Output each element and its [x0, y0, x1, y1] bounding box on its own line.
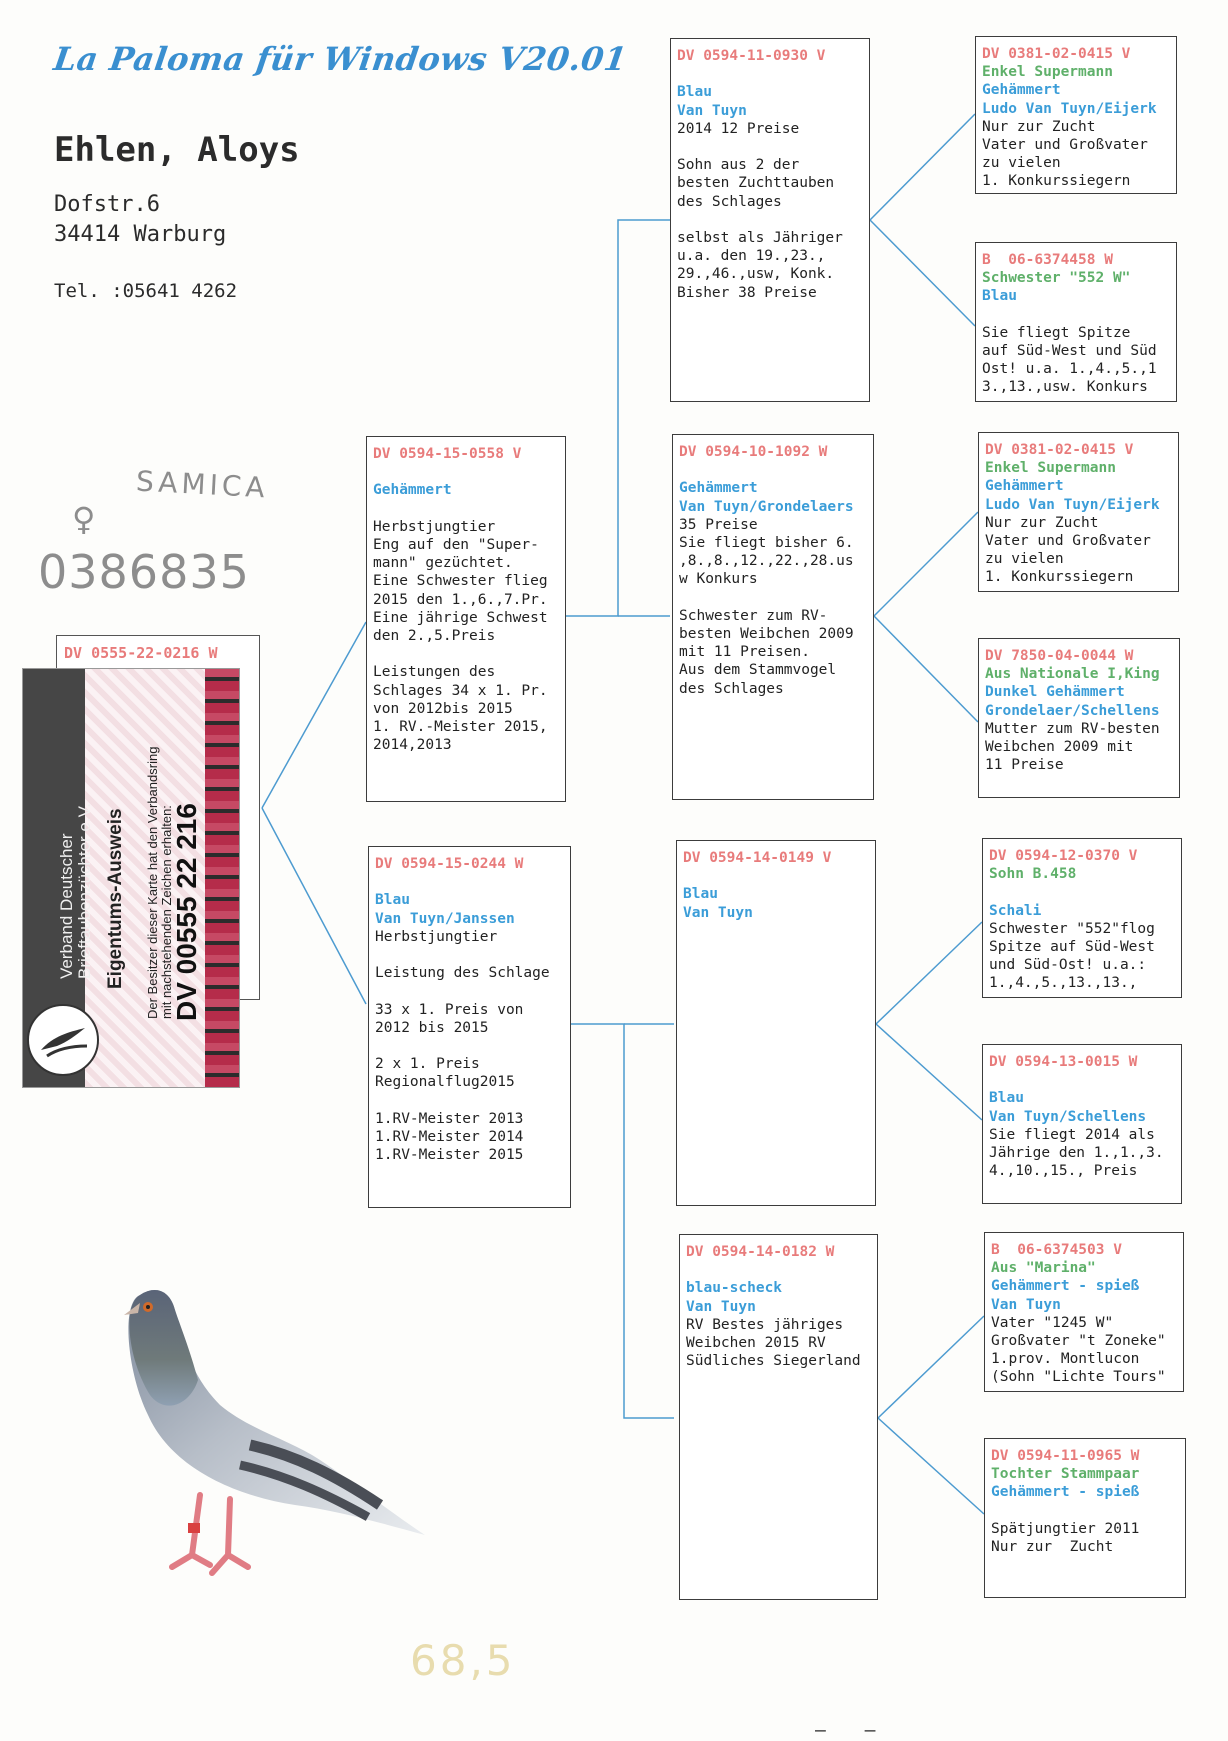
pedigree-line: Vater und Großvater: [985, 533, 1151, 550]
maternal-grandmother-box: [679, 1234, 878, 1600]
great-grandparent-box-1: [975, 36, 1177, 194]
connector-line: [874, 616, 978, 722]
pedigree-line: 1.RV-Meister 2014: [375, 1128, 524, 1145]
line-spacer: [373, 645, 559, 663]
pedigree-line: zu vielen: [982, 155, 1061, 172]
pedigree-line: Jährige den 1.,1.,3.: [989, 1145, 1164, 1161]
pedigree-line: besten Zuchttauben: [677, 175, 835, 192]
pedigree-line: Eine Schwester flieg: [373, 573, 548, 590]
pedigree-line: Blau: [982, 288, 1017, 305]
pedigree-line: Sie fliegt Spitze: [982, 324, 1131, 341]
pedigree-line: Grondelaer/Schellens: [985, 702, 1160, 719]
maternal-grandfather-box: [676, 840, 876, 1206]
line-spacer: [982, 306, 1170, 324]
pedigree-line: Schwester zum RV-: [679, 607, 828, 624]
great-grandparent-box-6: [982, 1044, 1182, 1204]
line-spacer: [679, 461, 867, 479]
pedigree-line: des Schlages: [677, 193, 782, 210]
ring-number: DV 0594-14-0182 W: [686, 1244, 835, 1260]
pedigree-line: des Schlages: [679, 680, 784, 697]
pedigree-line: Herbstjungtier: [375, 928, 498, 945]
card-note-line2: mit nachstehenden Zeichen erhalten:: [159, 805, 174, 1019]
pedigree-line: Regionalflug2015: [375, 1074, 515, 1091]
connector-line: [870, 114, 975, 220]
pedigree-line: 1.RV-Meister 2013: [375, 1110, 524, 1127]
connector-line: [876, 1024, 982, 1120]
pedigree-line: Spitze auf Süd-West: [989, 939, 1155, 955]
pedigree-line: Leistungen des: [373, 664, 496, 681]
ring-number: DV 0381-02-0415 V: [982, 46, 1131, 62]
line-spacer: [375, 1037, 564, 1055]
ring-number: DV 0594-11-0930 V: [677, 48, 826, 64]
pedigree-line: Nur zur Zucht: [982, 118, 1096, 135]
card-note-line1: Der Besitzer dieser Karte hat den Verbandsring: [145, 746, 160, 1019]
handwritten-female-mark: ♀: [72, 500, 96, 538]
pedigree-line: von 2012bis 2015: [373, 700, 513, 717]
line-spacer: [989, 883, 1175, 901]
line-spacer: [677, 138, 863, 156]
card-ring-number: DV 00555 22 216: [171, 803, 202, 1021]
connector-line: [874, 512, 978, 616]
connector-line: [262, 622, 366, 808]
connector-line: [262, 808, 366, 1004]
pedigree-line: Gehämmert: [679, 480, 758, 497]
pedigree-line: 1.,4.,5.,13.,13.,: [989, 975, 1138, 992]
connector-line: [878, 1418, 984, 1514]
pedigree-line: 2015 den 1.,6.,7.Pr.: [373, 591, 548, 608]
pedigree-line: Leistung des Schlage: [375, 965, 550, 982]
pedigree-line: 2014 12 Preise: [677, 120, 800, 137]
ownership-id-card: [22, 668, 240, 1088]
pedigree-line: Blau: [375, 892, 410, 909]
ring-number: DV 0594-15-0558 V: [373, 446, 522, 462]
pedigree-line: den 2.,5.Preis: [373, 628, 496, 644]
connector-line: [878, 1316, 984, 1418]
pedigree-line: Nur zur Zucht: [985, 514, 1099, 531]
pedigree-line: und Süd-Ost! u.a.:: [989, 957, 1147, 974]
pedigree-line: Vater und Großvater: [982, 137, 1148, 154]
pedigree-line: Sie fliegt bisher 6.: [679, 535, 854, 551]
pedigree-line: Bisher 38 Preise: [677, 284, 817, 301]
great-grandparent-box-5: [982, 838, 1182, 998]
pedigree-line: 4.,10.,15., Preis: [989, 1163, 1138, 1180]
great-grandparent-box-3: [978, 432, 1179, 592]
pedigree-line: Spätjungtier 2011: [991, 1520, 1140, 1537]
ring-number: DV 7850-04-0044 W: [985, 648, 1134, 664]
line-spacer: [375, 1092, 564, 1110]
line-spacer: [375, 982, 564, 1000]
line-spacer: [679, 589, 867, 607]
line-spacer: [989, 1071, 1175, 1089]
ring-number: B 06-6374458 W: [982, 252, 1113, 268]
pedigree-line: 35 Preise: [679, 516, 758, 533]
handwritten-bottom-note: 68,5: [410, 1636, 516, 1685]
paternal-grandfather-box: [670, 38, 870, 402]
ring-number: B 06-6374503 V: [991, 1242, 1122, 1258]
pedigree-line: zu vielen: [985, 551, 1064, 568]
pedigree-line: u.a. den 19.,23.,: [677, 248, 826, 265]
pedigree-line: Aus Nationale I,King: [985, 666, 1160, 683]
pedigree-line: Van Tuyn/Schellens: [989, 1108, 1147, 1125]
pedigree-line: Schali: [989, 902, 1042, 919]
pedigree-line: Gehämmert: [982, 82, 1061, 99]
app-title: La Paloma für Windows V20.01: [51, 40, 630, 78]
pedigree-line: 33 x 1. Preis von: [375, 1001, 524, 1018]
pedigree-line: Sohn B.458: [989, 866, 1077, 883]
pedigree-line: Weibchen 2015 RV: [686, 1335, 826, 1351]
pedigree-line: Sie fliegt 2014 als: [989, 1126, 1155, 1143]
pedigree-line: blau-scheck: [686, 1280, 783, 1297]
ring-number: DV 0594-10-1092 W: [679, 444, 828, 460]
pedigree-line: (Sohn "Lichte Tours": [991, 1369, 1166, 1386]
line-spacer: [373, 463, 559, 481]
pedigree-line: Tochter Stammpaar: [991, 1466, 1140, 1483]
pedigree-line: Ludo Van Tuyn/Eijerk: [985, 496, 1160, 513]
pedigree-line: Enkel Supermann: [985, 460, 1116, 477]
handwritten-name: SAMICA: [135, 464, 270, 505]
line-spacer: [991, 1502, 1179, 1520]
pedigree-line: w Konkurs: [679, 571, 758, 588]
pedigree-line: Schlages 34 x 1. Pr.: [373, 682, 548, 699]
pedigree-line: 1. Konkurssiegern: [985, 569, 1134, 586]
pedigree-line: 29.,46.,usw, Konk.: [677, 266, 835, 283]
great-grandparent-box-2: [975, 242, 1177, 402]
pedigree-line: Schwester "552"flog: [989, 920, 1155, 937]
great-grandparent-box-4: [978, 638, 1180, 798]
pedigree-line: 1. Konkurssiegern: [982, 173, 1131, 190]
pedigree-line: Dunkel Gehämmert: [985, 684, 1125, 701]
line-spacer: [683, 867, 869, 885]
pigeon-logo-icon: [27, 1004, 99, 1076]
ring-number: DV 0594-15-0244 W: [375, 856, 524, 872]
line-spacer: [375, 873, 564, 891]
pedigree-line: Schwester "552 W": [982, 270, 1131, 287]
pedigree-line: Van Tuyn/Grondelaers: [679, 498, 854, 515]
pedigree-line: 3.,13.,usw. Konkurs: [982, 379, 1148, 396]
pedigree-line: Eng auf den "Super-: [373, 536, 539, 553]
connector-line: [566, 220, 670, 616]
pedigree-line: Weibchen 2009 mit: [985, 739, 1134, 756]
pedigree-line: Aus dem Stammvogel: [679, 662, 837, 679]
pedigree-line: Blau: [683, 886, 718, 903]
pedigree-line: selbst als Jähriger: [677, 229, 843, 246]
pedigree-line: Van Tuyn: [677, 102, 747, 119]
connector-line: [571, 1024, 674, 1418]
pedigree-line: Eine jährige Schwest: [373, 609, 548, 626]
pedigree-line: Gehämmert - spieß: [991, 1278, 1140, 1295]
pedigree-line: Enkel Supermann: [982, 64, 1113, 81]
line-spacer: [686, 1261, 871, 1279]
pedigree-line: 1.RV-Meister 2015: [375, 1147, 524, 1164]
pedigree-line: Blau: [677, 84, 712, 101]
pedigree-line: mit 11 Preisen.: [679, 644, 810, 661]
pedigree-line: Vater "1245 W": [991, 1314, 1114, 1331]
pedigree-line: 2014,2013: [373, 737, 452, 754]
ring-number: DV 0381-02-0415 V: [985, 442, 1134, 458]
pedigree-line: 2 x 1. Preis: [375, 1056, 480, 1073]
pedigree-line: Gehämmert: [985, 478, 1064, 495]
line-spacer: [375, 946, 564, 964]
handwritten-number: 0386835: [38, 545, 250, 599]
pedigree-line: besten Weibchen 2009: [679, 626, 854, 642]
line-spacer: [677, 65, 863, 83]
footer-marks: – –: [815, 1720, 890, 1741]
pedigree-line: Van Tuyn/Janssen: [375, 910, 515, 927]
pedigree-line: Südliches Siegerland: [686, 1353, 861, 1370]
ring-number: DV 0594-11-0965 W: [991, 1448, 1140, 1464]
pedigree-line: Van Tuyn: [686, 1298, 756, 1315]
pedigree-line: Großvater "t Zoneke": [991, 1333, 1166, 1350]
great-grandparent-box-7: [984, 1232, 1184, 1392]
ring-number: DV 0594-13-0015 W: [989, 1054, 1138, 1070]
card-org-line1: Verband Deutscher: [57, 833, 76, 979]
pedigree-line: 11 Preise: [985, 757, 1064, 774]
pedigree-line: auf Süd-West und Süd: [982, 343, 1157, 359]
line-spacer: [373, 500, 559, 518]
card-title: Eigentums-Ausweis: [105, 808, 126, 989]
pedigree-line: Nur zur Zucht: [991, 1539, 1114, 1555]
great-grandparent-box-8: [984, 1438, 1186, 1598]
pedigree-line: Van Tuyn: [991, 1296, 1061, 1313]
ring-number: DV 0594-14-0149 V: [683, 850, 832, 866]
owner-street: Dofstr.6: [54, 192, 160, 217]
pedigree-line: Aus "Marina": [991, 1260, 1096, 1277]
pedigree-line: Sohn aus 2 der: [677, 157, 800, 174]
line-spacer: [677, 211, 863, 229]
card-org-line2: Brieftaubenzüchter e.V.: [75, 802, 94, 979]
parent-ring-number: DV 0555-22-0216 W: [64, 644, 218, 662]
connector-line: [876, 922, 982, 1024]
pedigree-line: Ost! u.a. 1.,4.,5.,1: [982, 361, 1157, 378]
pedigree-line: Mutter zum RV-besten: [985, 720, 1160, 737]
pedigree-line: 1.prov. Montlucon: [991, 1351, 1140, 1368]
connector-line: [870, 220, 975, 326]
pedigree-line: ,8.,8.,12.,22.,28.us: [679, 553, 854, 570]
pigeon-illustration: [80, 1255, 440, 1585]
pedigree-line: 2012 bis 2015: [375, 1019, 489, 1036]
pedigree-line: mann" gezüchtet.: [373, 555, 513, 572]
ring-number: DV 0594-12-0370 V: [989, 848, 1138, 864]
pedigree-line: Herbstjungtier: [373, 518, 496, 535]
pedigree-line: Blau: [989, 1090, 1024, 1107]
pedigree-line: Gehämmert: [373, 482, 452, 499]
pedigree-line: Van Tuyn: [683, 904, 753, 921]
owner-phone: Tel. :05641 4262: [54, 280, 238, 302]
owner-name: Ehlen, Aloys: [54, 130, 300, 170]
pedigree-line: Gehämmert - spieß: [991, 1484, 1140, 1501]
pedigree-line: RV Bestes jähriges: [686, 1316, 844, 1333]
mother-box: [368, 846, 571, 1208]
pedigree-line: 1. RV.-Meister 2015,: [373, 719, 548, 735]
owner-city: 34414 Warburg: [54, 222, 227, 247]
paternal-grandmother-box: [672, 434, 874, 800]
pedigree-line: Ludo Van Tuyn/Eijerk: [982, 100, 1157, 117]
father-box: [366, 436, 566, 802]
